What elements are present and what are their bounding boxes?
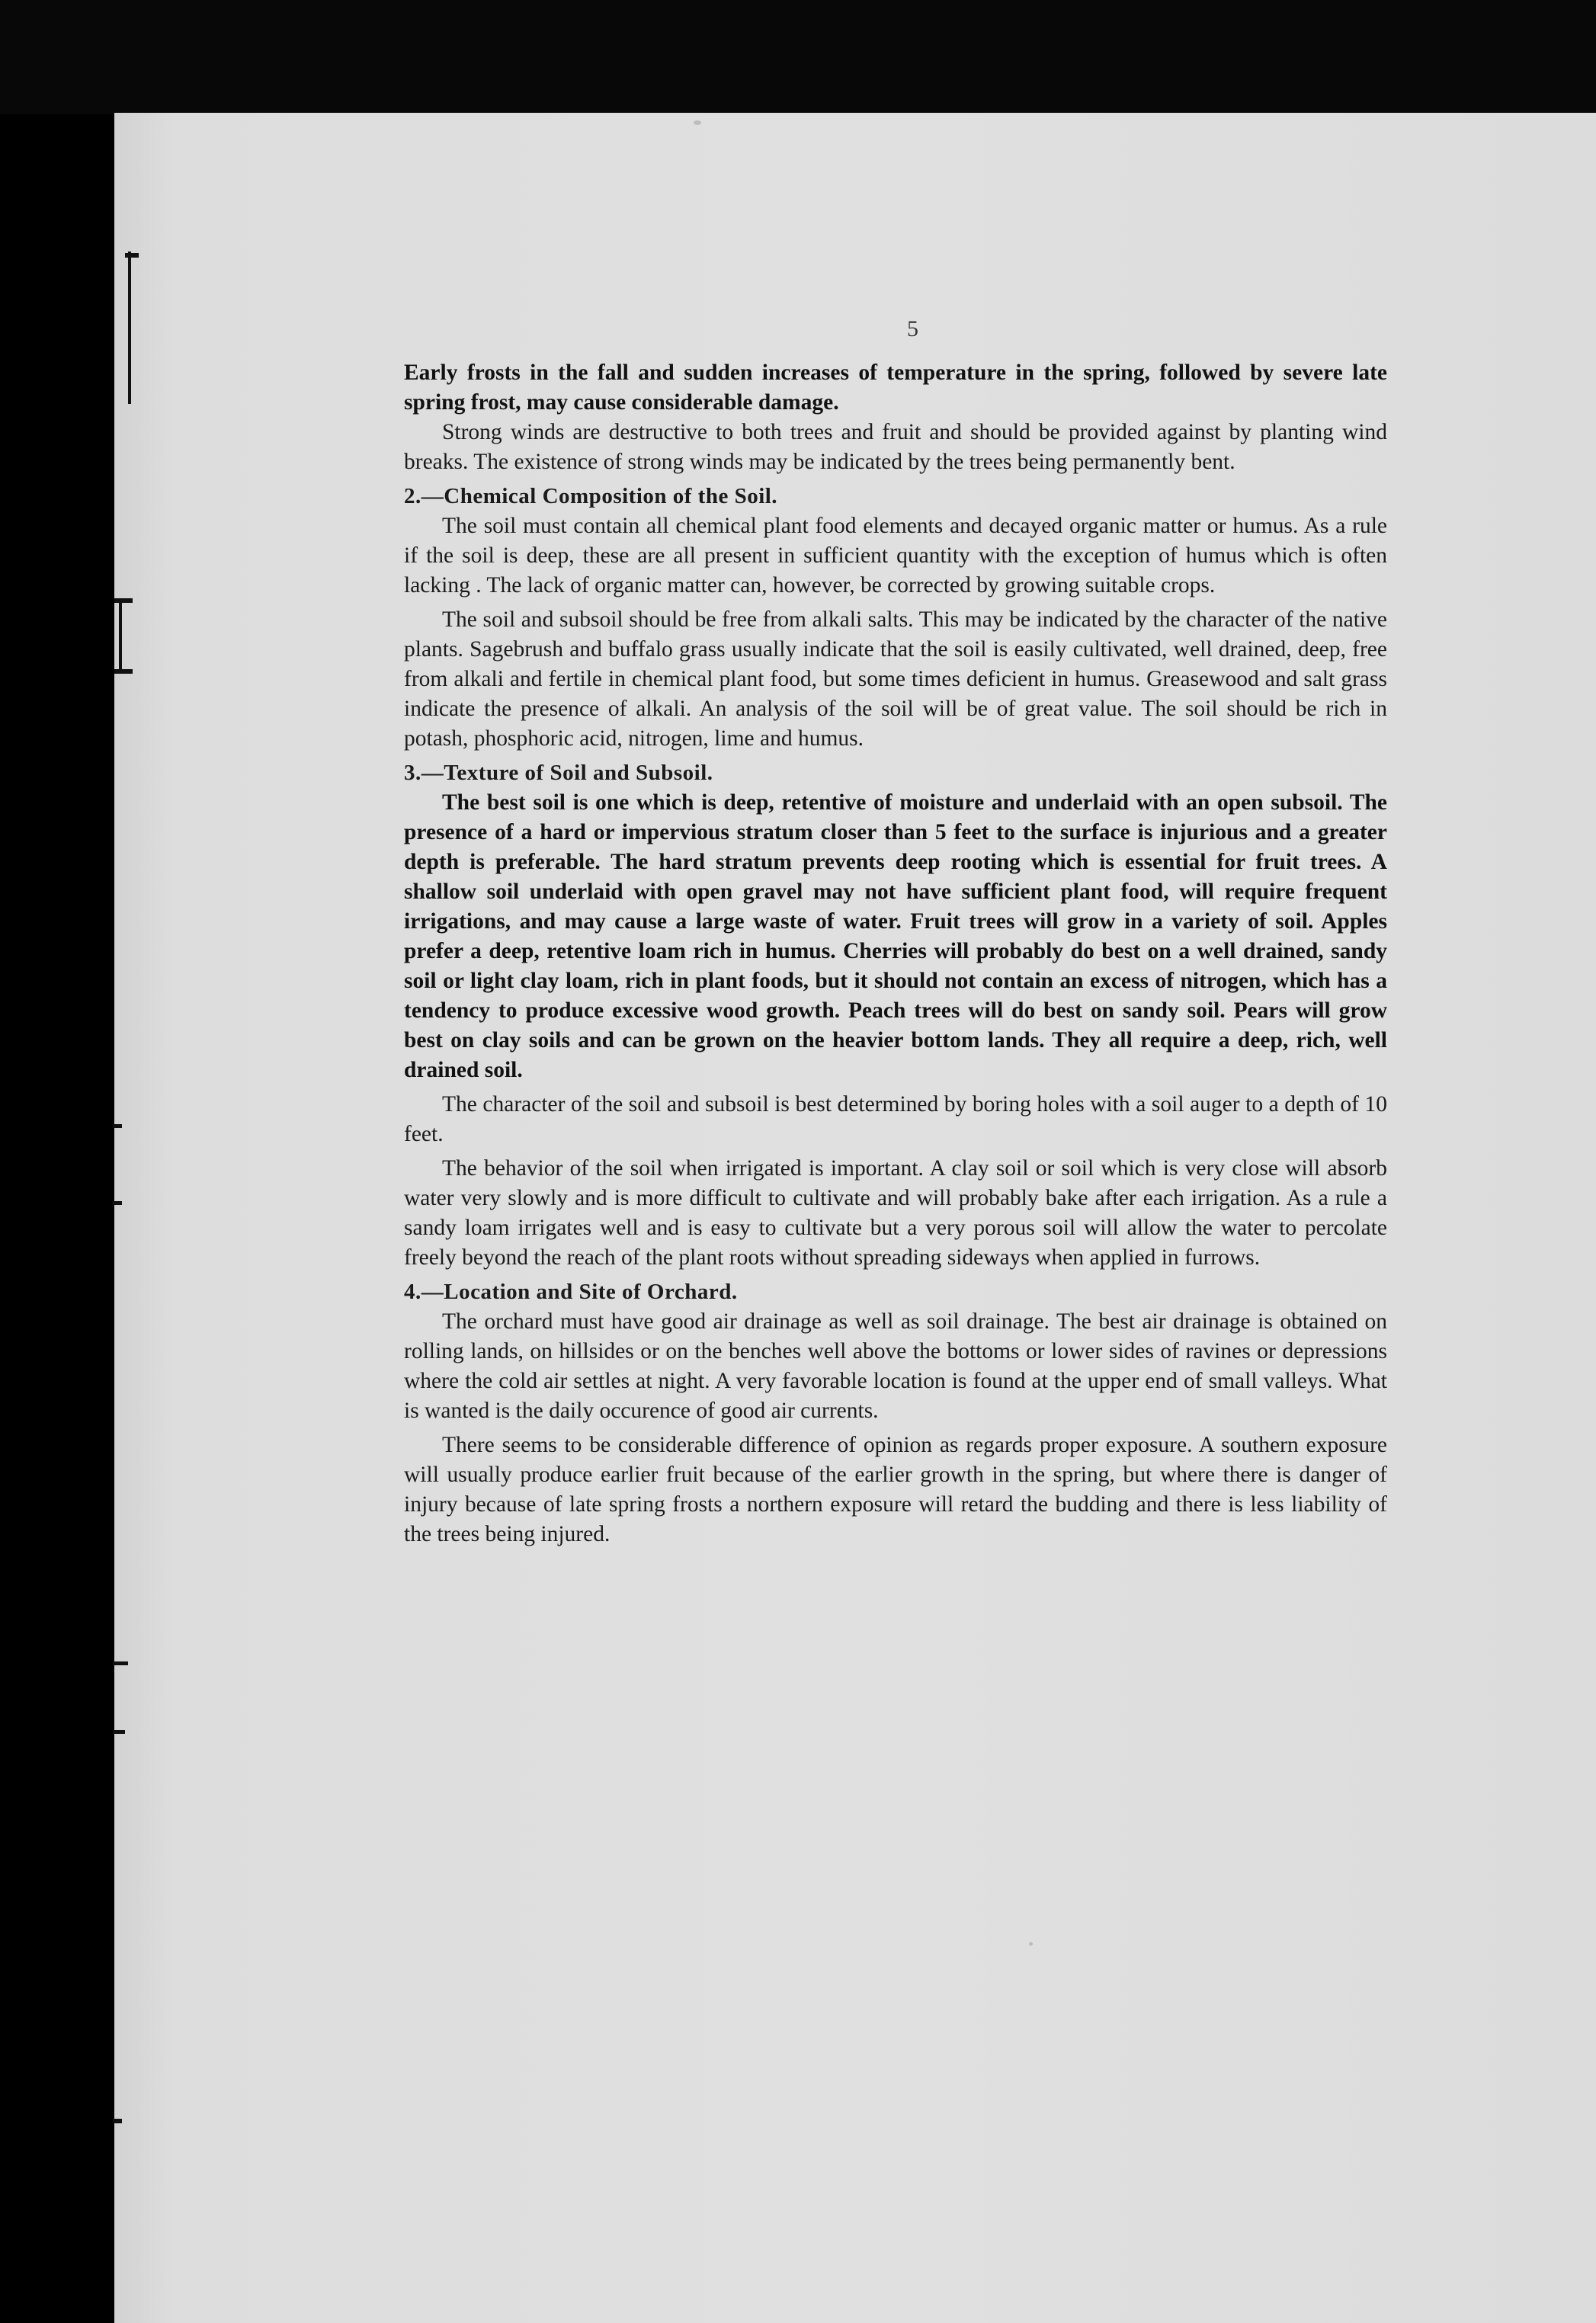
margin-mark-tick	[113, 1661, 128, 1665]
section-heading: 4.—Location and Site of Orchard.	[404, 1280, 738, 1304]
body-paragraph: The orchard must have good air drainage as well as soil drainage. The best air drainage is obtained on rolling lands, on hillsides or on the benches well above the bottoms or lower sides of ravines or depressions where the cold air settles at night. A very favorable location is found at the upper end of small valleys. What is wanted is the daily occurence of good air currents.	[404, 1309, 1387, 1423]
margin-mark-tick	[113, 1201, 122, 1205]
page-speck	[1029, 1942, 1033, 1946]
intro-paragraph: Early frosts in the fall and sudden increases of temperature in the spring, followed by severe late spring frost, may cause considerable damage.	[404, 360, 1387, 415]
margin-mark-bracket-mid	[119, 598, 122, 671]
section-heading: 3.—Texture of Soil and Subsoil.	[404, 761, 713, 785]
margin-mark-tick	[113, 1730, 125, 1734]
body-paragraph: The soil must contain all chemical plant food elements and decayed organic matter or humus. As a rule if the soil is deep, these are all present in sufficient quantity with the exception of humus which is often lacking . The lack of organic matter can, however, be corrected by growing suitable crops.	[404, 514, 1387, 598]
body-paragraph: The behavior of the soil when irrigated is important. A clay soil or soil which is very close will absorb water very slowly and is more difficult to cultivate and will probably bake after each irrigation. As a rule a sandy loam irrigates well and is easy to cultivate but a very porous soil will allow the water to percolate freely beyond the reach of the plant roots without spreading sideways when applied in furrows.	[404, 1156, 1387, 1270]
scan-top-border	[0, 0, 1596, 114]
page-speck	[694, 120, 701, 125]
document-body	[404, 358, 1387, 1549]
margin-mark-tick	[113, 2119, 122, 2123]
body-paragraph: The soil and subsoil should be free from alkali salts. This may be indicated by the character of the native plants. Sagebrush and buffalo grass usually indicate that the soil is easily cultivated, well drained, deep, free from alkali and fertile in chemical plant food, but some times deficient in humus. Greasewood and salt grass indicate the presence of alkali. An analysis of the soil will be of great value. The soil should be rich in potash, phosphoric acid, nitrogen, lime and humus.	[404, 607, 1387, 751]
body-paragraph: There seems to be considerable difference of opinion as regards proper exposure. A southern exposure will usually produce earlier fruit because of the earlier growth in the spring, but where there is danger of injury because of late spring frosts a northern exposure will retard the budding and there is less liability of the trees being injured.	[404, 1433, 1387, 1546]
margin-mark-tick	[114, 669, 133, 674]
page-number: 5	[907, 316, 918, 341]
margin-mark-tick	[125, 253, 139, 258]
margin-mark-tick	[113, 1124, 122, 1128]
section-heading: 2.—Chemical Composition of the Soil.	[404, 484, 778, 508]
body-paragraph: The character of the soil and subsoil is best determined by boring holes with a soil auger to a depth of 10 feet.	[404, 1092, 1387, 1146]
margin-mark-bracket-top	[128, 252, 131, 404]
body-paragraph: The best soil is one which is deep, retentive of moisture and underlaid with an open subsoil. The presence of a hard or impervious stratum closer than 5 feet to the surface is injurious and a greater depth is preferable. The hard stratum prevents deep rooting which is essential for fruit trees. A shallow soil underlaid with open gravel may not have sufficient plant food, will require frequent irrigations, and may cause a large waste of water. Fruit trees will grow in a variety of soil. Apples prefer a deep, retentive loam rich in humus. Cherries will probably do best on a well drained, sandy soil or light clay loam, rich in plant foods, but it should not contain an excess of nitrogen, which has a tendency to produce excessive wood growth. Peach trees will do best on sandy soil. Pears will grow best on clay soils and can be grown on the heavier bottom lands. They all require a deep, rich, well drained soil.	[404, 790, 1387, 1082]
intro-paragraph: Strong winds are destructive to both trees and fruit and should be provided against by planting wind breaks. The existence of strong winds may be indicated by the trees being permanently bent.	[404, 420, 1387, 474]
margin-mark-tick	[114, 598, 133, 603]
